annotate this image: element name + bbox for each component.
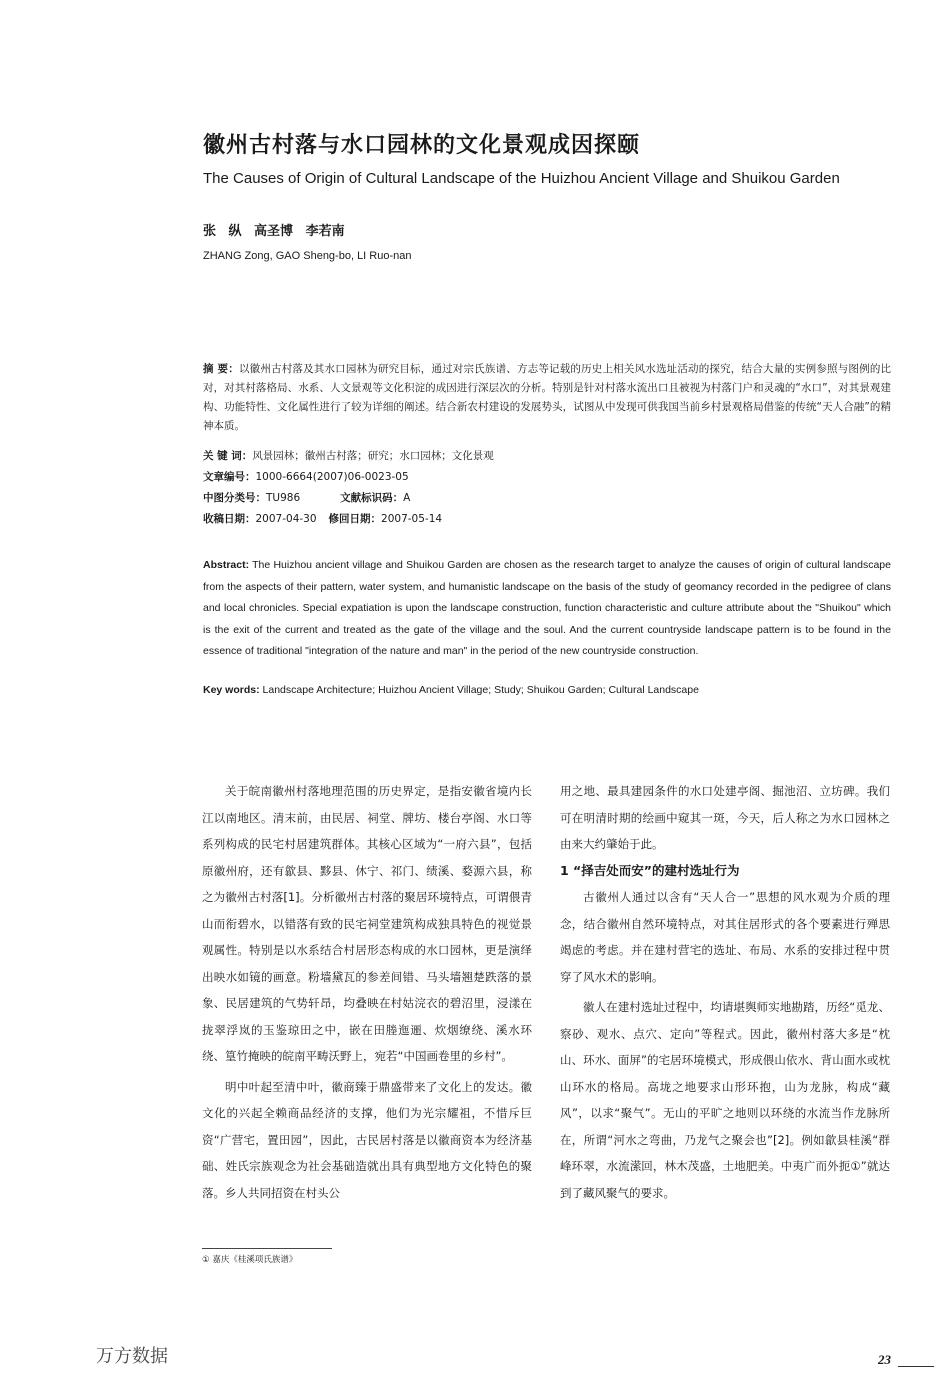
abstract-cn [203, 360, 891, 436]
dates-row [203, 509, 891, 529]
body-paragraph: 用之地、最具建园条件的水口处建亭阁、掘池沼、立坊碑。我们可在明清时期的绘画中窥其一斑，今天，后人称之为水口园林之由来大约肇始于此。 [560, 784, 890, 851]
doc-code-label: 文献标识码： [340, 492, 404, 504]
article-number-value: 1000-6664(2007)06-0023-05 [255, 471, 409, 483]
keywords-en [203, 684, 891, 696]
article-number-label: 文章编号： [203, 471, 256, 483]
body-column-left [202, 778, 532, 1206]
body-paragraph: 明中叶起至清中叶，徽商臻于鼎盛带来了文化上的发达。徽文化的兴起全赖商品经济的支撑，他们为光宗耀祖，不惜斥巨资“广营宅，置田园”，因此，古民居村落是以徽商资本为经济基础、姓氏宗族观念为社会基础造就出具有典型地方文化特色的聚落。乡人共同招资在村头公 [202, 1079, 532, 1200]
abstract-en-label: Abstract: [203, 559, 250, 571]
revised-label: 修回日期： [328, 513, 382, 525]
abstract-cn-text: 以徽州古村落及其水口园林为研究目标，通过对宗氏族谱、方志等记载的历史上相关风水选址活动的探究，结合大量的实例参照与图例的比对，对其村落格局、水系、人文景观等文化积淀的成因进行深层次的分析。特别是针对村落水流出口且被视为村落门户和灵魂的“水口”，对其景观建构、功能特性、文化属性进行了较为详细的阐述。结合新农村建设的发展势头，试图从中发现可供我国当前乡村景观格局借鉴的传统“天人合融”的精神本质。 [203, 363, 892, 432]
classification-row [203, 488, 891, 508]
keywords-en-label: Key words: [203, 684, 260, 696]
authors-en: ZHANG Zong, GAO Sheng-bo, LI Ruo-nan [203, 250, 412, 262]
article-number [203, 467, 891, 487]
received-label: 收稿日期： [203, 513, 256, 525]
body-paragraph: 关于皖南徽州村落地理范围的历史界定，是指安徽省境内长江以南地区。清末前，由民居、祠堂、牌坊、楼台亭阁、水口等系列构成的民宅村居建筑群体。其核心区域为“一府六县”，包括原徽州府，还有歙县、黟县、休宁、祁门、绩溪、婺源六县，称之为徽州古村落[1]。分析徽州古村落的聚居环境特点，可谓偎青山而衔碧水，以错落有致的民宅祠堂建筑构成独具特色的视觉景观属性。特别是以水系结合村居形态构成的水口园林，更是演绎出映水如镜的画意。粉墙黛瓦的参差间错、马头墙翘楚跌落的景象、民居建筑的气势轩昂，均叠映在村姑浣衣的碧沼里，浸漾在拢翠浮岚的玉鉴琼田之中，嵌在田塍迤逦、炊烟缭绕、溪水环绕、篁竹掩映的皖南平畴沃野上，宛若“中国画卷里的乡村”。 [202, 784, 532, 1063]
keywords-cn-text: 风景园林；徽州古村落；研究；水口园林；文化景观 [252, 450, 494, 462]
footnote-divider [202, 1248, 332, 1249]
keywords-cn-label: 关 键 词： [203, 450, 253, 462]
keywords-en-text: Landscape Architecture; Huizhou Ancient Village; Study; Shuikou Garden; Cultural Landscape [259, 684, 699, 696]
section-heading: 1 “择吉处而安”的建村选址行为 [560, 862, 740, 878]
doc-code-value: A [403, 492, 411, 504]
abstract-cn-label: 摘 要： [203, 363, 239, 375]
abstract-en-text: The Huizhou ancient village and Shuikou Garden are chosen as the research target to analyze the causes of origin of cultural landscape from the aspects of their pattern, water system, and humanistic landscape on the basis of the study of geomancy recorded in the pedigree of clans and local chronicles. Special expatiation is upon the landscape construction, function characteristic and culture attribute about the "Shuikou" which is the exit of the current and treated as the gate of the village and the soul. And the current countryside landscape pattern is to be found in the essence of traditional "integration of the nature and man" in the period of the new countryside construction. [203, 559, 891, 657]
paper-title-en: The Causes of Origin of Cultural Landscape of the Huizhou Ancient Village and Shuikou Garden [203, 170, 840, 187]
body-column-right [560, 778, 890, 1206]
paper-title-cn: 徽州古村落与水口园林的文化景观成因探颐 [203, 133, 641, 158]
keywords-cn [203, 446, 891, 466]
watermark: 万方数据 [96, 1346, 168, 1367]
received-value: 2007-04-30 [255, 513, 317, 525]
footnote: ① 嘉庆《桂溪项氏族谱》 [202, 1255, 298, 1265]
page-number: 23 [878, 1352, 891, 1367]
body-paragraph: 古徽州人通过以含有“天人合一”思想的风水观为介质的理念，结合徽州自然环境特点，对其住居形式的各个要素进行殚思竭虑的考虑。并在建村营宅的选址、布局、水系的安排过程中贯穿了风水术的影响。 [560, 890, 890, 984]
revised-value: 2007-05-14 [381, 513, 443, 525]
abstract-en [203, 555, 891, 663]
class-number-label: 中图分类号： [203, 492, 266, 504]
page-number-rule [898, 1366, 934, 1367]
class-number-value: TU986 [266, 492, 301, 504]
body-paragraph: 徽人在建村选址过程中，均请堪舆师实地勘踏，历经“觅龙、察砂、观水、点穴、定向”等程式。因此，徽州村落大多是“枕山、环水、面屏”的宅居环境模式，形成偎山依水、背山面水或枕山环水的格局。高垅之地要求山形环抱，山为龙脉，构成“藏风”，以求“聚气”。无山的平旷之地则以环绕的水流当作龙脉所在，所谓“河水之弯曲，乃龙气之聚会也”[2]。例如歙县桂溪“群峰环翠，水流潆回，林木茂盛，土地肥美。中夷广而外扼①”就达到了藏风聚气的要求。 [560, 1000, 890, 1200]
authors-cn: 张 纵 高圣博 李若南 [203, 224, 345, 239]
